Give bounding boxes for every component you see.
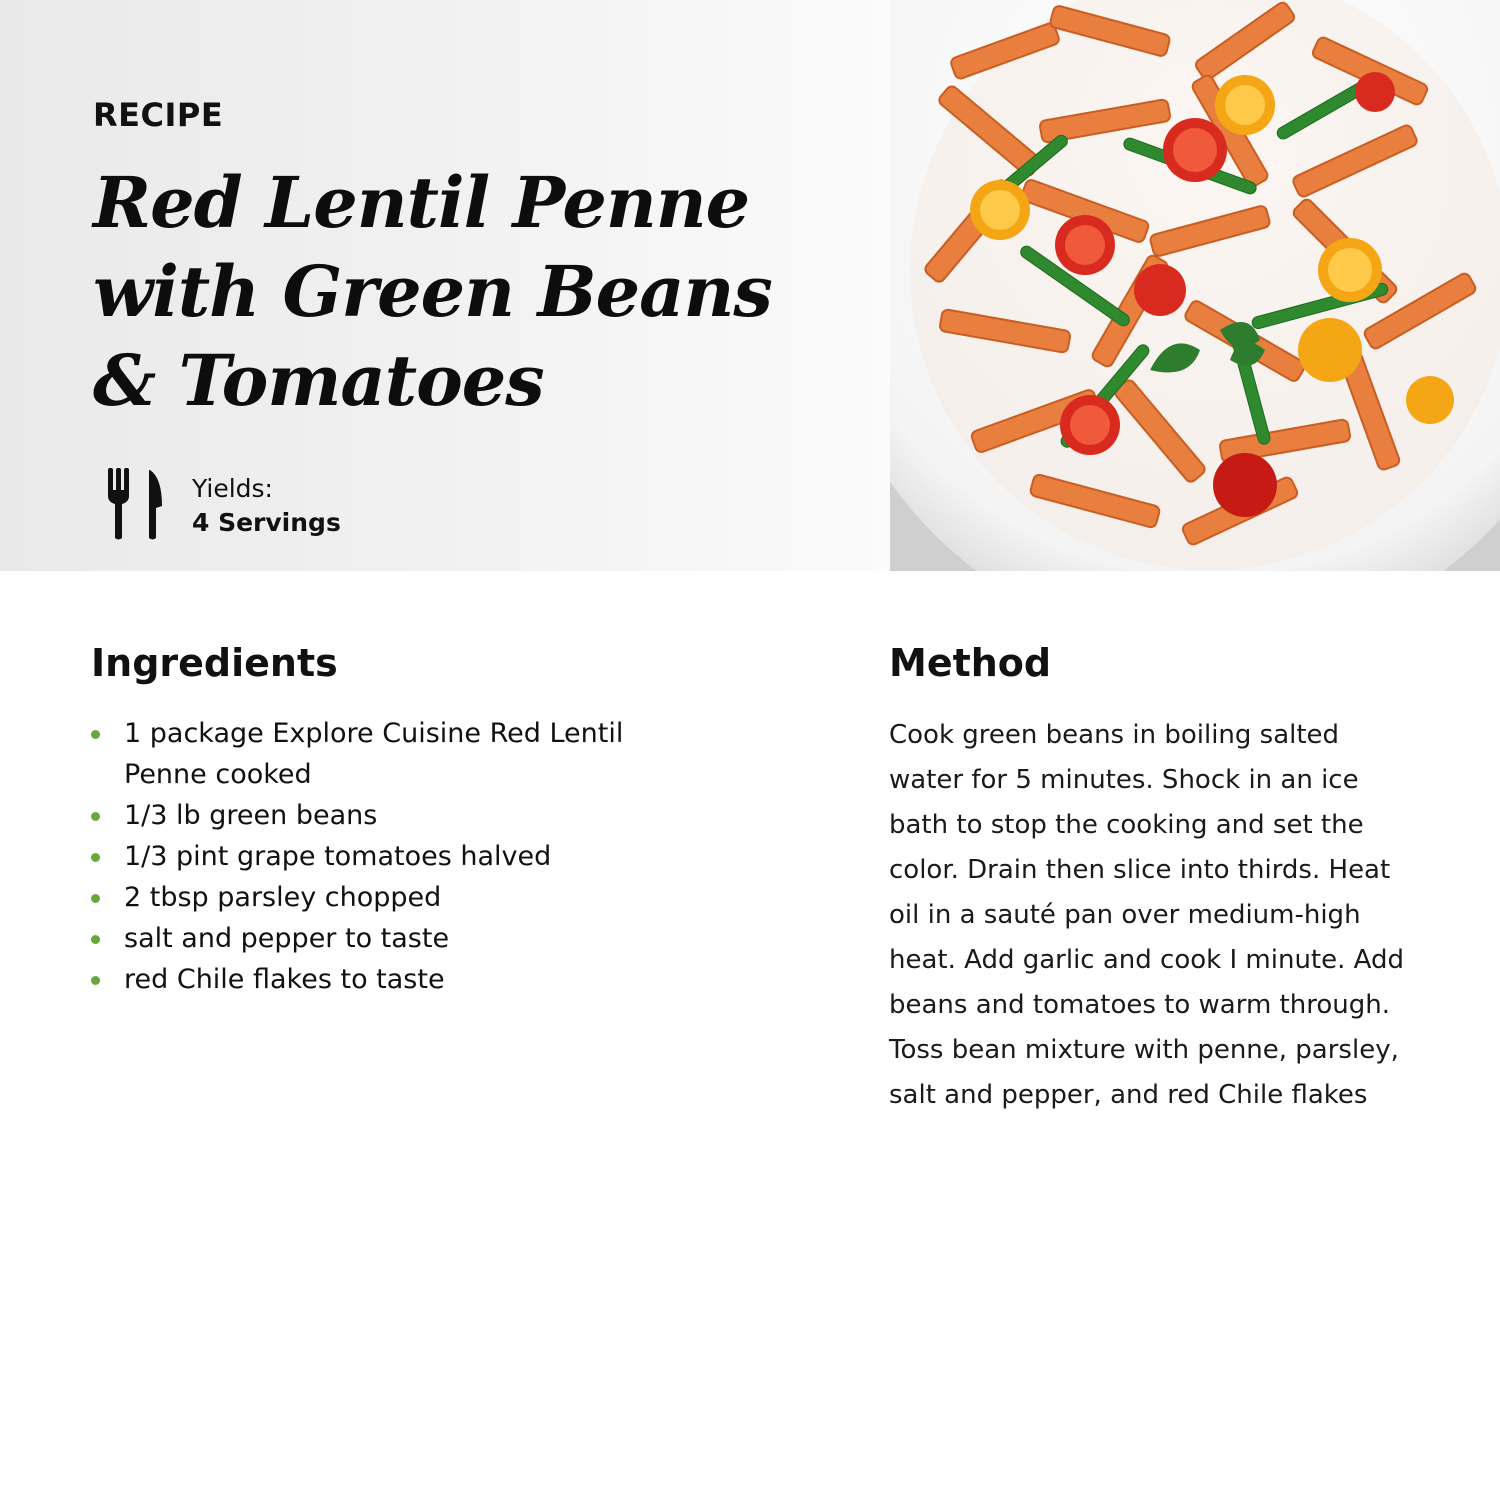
bullet-icon xyxy=(91,853,100,862)
list-item: 1/3 pint grape tomatoes halved xyxy=(91,836,691,877)
list-item: salt and pepper to taste xyxy=(91,918,691,959)
recipe-eyebrow: RECIPE xyxy=(93,96,224,134)
ingredients-heading: Ingredients xyxy=(91,641,338,685)
method-text: Cook green beans in boiling salted water for 5 minutes. Shock in an ice bath to stop the cooking and set the color. Drain then slice into thirds. Heat oil in a sauté pan over medium-high heat. Add garlic and cook I minute. Add beans and tomatoes to warm through. Toss bean mixture with penne, parsley, salt and pepper, and red Chile flakes xyxy=(889,720,1404,1110)
method-heading: Method xyxy=(889,641,1052,685)
bullet-icon xyxy=(91,935,100,944)
pasta-plate-image xyxy=(890,0,1500,571)
bullet-icon xyxy=(91,812,100,821)
bullet-icon xyxy=(91,894,100,903)
dish-photo xyxy=(890,0,1500,571)
list-item: 1 package Explore Cuisine Red Lentil Penne cooked xyxy=(91,713,691,795)
yields-value: 4 Servings xyxy=(192,508,341,537)
list-item: 2 tbsp parsley chopped xyxy=(91,877,691,918)
ingredients-list xyxy=(91,713,691,1000)
recipe-title: Red Lentil Penne with Green Beans & Tomatoes xyxy=(93,161,772,422)
bullet-icon xyxy=(91,730,100,739)
hero-panel xyxy=(0,0,890,571)
bullet-icon xyxy=(91,976,100,985)
list-item: red Chile flakes to taste xyxy=(91,959,691,1000)
yields-info xyxy=(192,472,341,540)
yields-label: Yields: xyxy=(192,474,273,503)
list-item: 1/3 lb green beans xyxy=(91,795,691,836)
fork-knife-icon xyxy=(106,468,166,540)
